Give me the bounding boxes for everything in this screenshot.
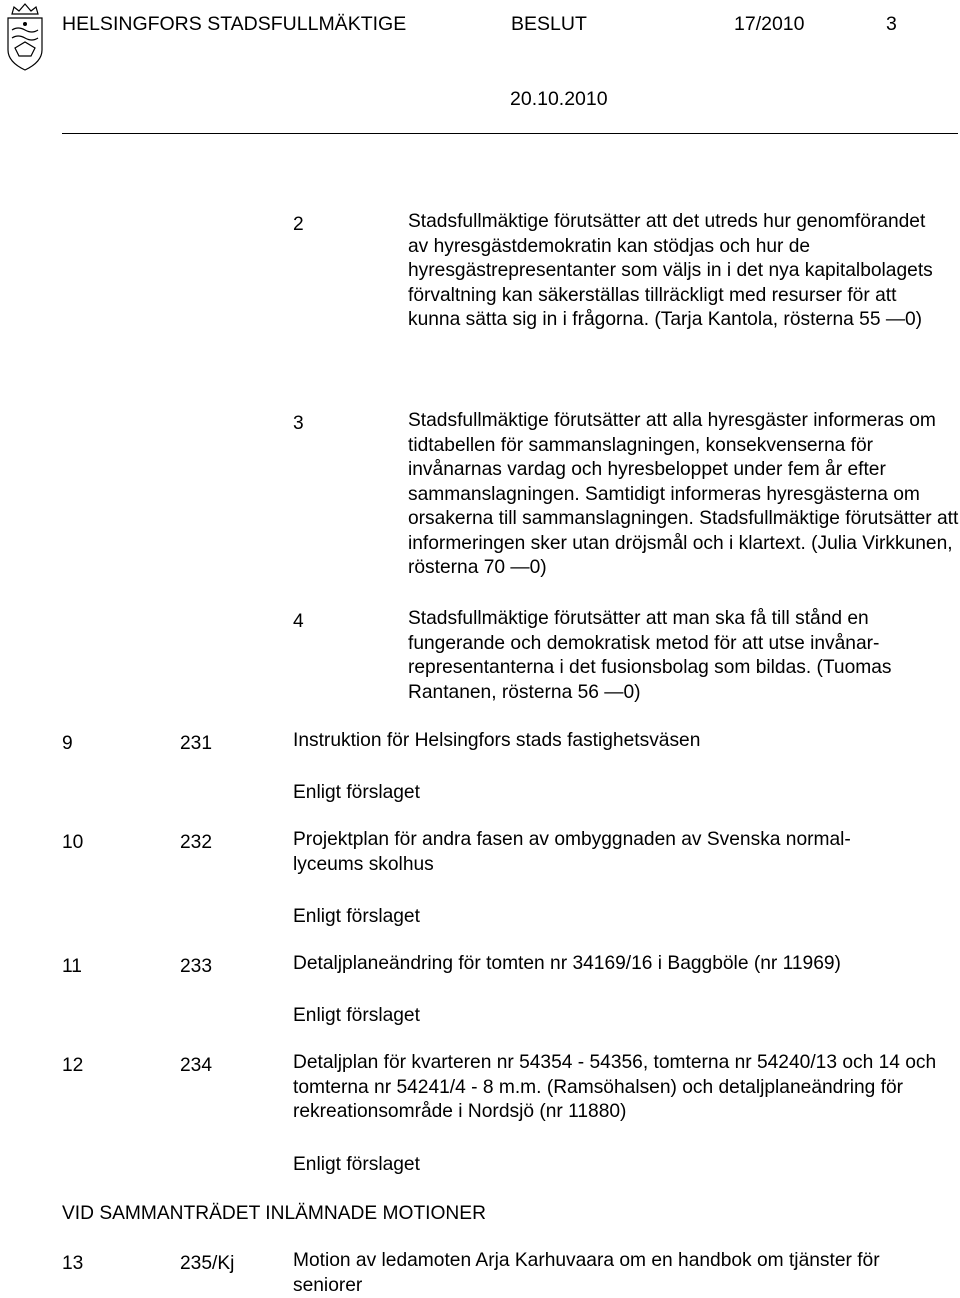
condition-text: Stadsfullmäktige förutsätter att man ska få till stånd en fungerande och demokratisk metod för att utse invånar- representanterna i det fusionsbolag som bildas. (Tuomas Rantanen, rösterna 56 —0) <box>408 608 892 703</box>
motions-heading: VID SAMMANTRÄDET INLÄMNADE MOTIONER <box>62 1203 486 1224</box>
item-title: Projektplan för andra fasen av ombyggnaden av Svenska normal- lyceums skolhus <box>293 829 851 875</box>
item-section: 234 <box>180 1055 213 1076</box>
condition-number: 4 <box>293 611 304 632</box>
item-title: Detaljplaneändring för tomten nr 34169/16 i Baggböle (nr 11969) <box>293 953 841 974</box>
item-number: 9 <box>62 733 73 754</box>
item-title: Instruktion för Helsingfors stads fastighetsväsen <box>293 730 701 751</box>
helsinki-coat-of-arms-logo <box>2 0 48 72</box>
motion-section: 235/Kj <box>180 1253 235 1274</box>
item-decision: Enligt förslaget <box>293 1005 420 1026</box>
motion-title: Motion av ledamoten Arja Karhuvaara om en handbok om tjänster för seniorer <box>293 1250 880 1296</box>
header-divider <box>62 133 958 134</box>
condition-text: Stadsfullmäktige förutsätter att det utreds hur genomförandet av hyresgästdemokratin kan stödjas och hur de hyresgästrepresentanter som väljs in i det nya kapitalbolagets förvaltning kan säkerställas tillräckligt med resurser för att kunna sätta sig in i frågorna. (Tarja Kantola, rösterna 55 —0) <box>408 211 933 330</box>
header-doc-type: BESLUT <box>511 13 587 35</box>
condition-text: Stadsfullmäktige förutsätter att alla hyresgäster informeras om tidtabellen för sammanslagningen, konsekvenserna för invånarnas vardag och hyresbeloppet under fem år efter sammanslagningen. Samtidigt informeras hyresgästerna om orsakerna till sammanslagningen. Stadsfullmäktige förutsätter att informeringen sker utan dröjsmål och i klartext. (Julia Virkkunen, rösterna 70 —0) <box>408 410 959 578</box>
header-org: HELSINGFORS STADSFULLMÄKTIGE <box>62 13 407 35</box>
item-decision: Enligt förslaget <box>293 906 420 927</box>
motion-number: 13 <box>62 1253 84 1274</box>
header-date: 20.10.2010 <box>510 88 608 110</box>
header-issue: 17/2010 <box>734 13 805 35</box>
item-number: 10 <box>62 832 84 853</box>
item-decision: Enligt förslaget <box>293 782 420 803</box>
item-title: Detaljplan för kvarteren nr 54354 - 54356, tomterna nr 54240/13 och 14 och tomterna nr 54241/4 - 8 m.m. (Ramsöhalsen) och detaljplaneändring för rekreationsområde i Nordsjö (nr 11880) <box>293 1052 937 1122</box>
condition-number: 3 <box>293 413 304 434</box>
item-section: 233 <box>180 956 213 977</box>
condition-number: 2 <box>293 214 304 235</box>
item-number: 12 <box>62 1055 84 1076</box>
item-decision: Enligt förslaget <box>293 1154 420 1175</box>
header-page-number: 3 <box>886 13 897 35</box>
item-section: 232 <box>180 832 213 853</box>
item-number: 11 <box>62 956 82 977</box>
item-section: 231 <box>180 733 213 754</box>
